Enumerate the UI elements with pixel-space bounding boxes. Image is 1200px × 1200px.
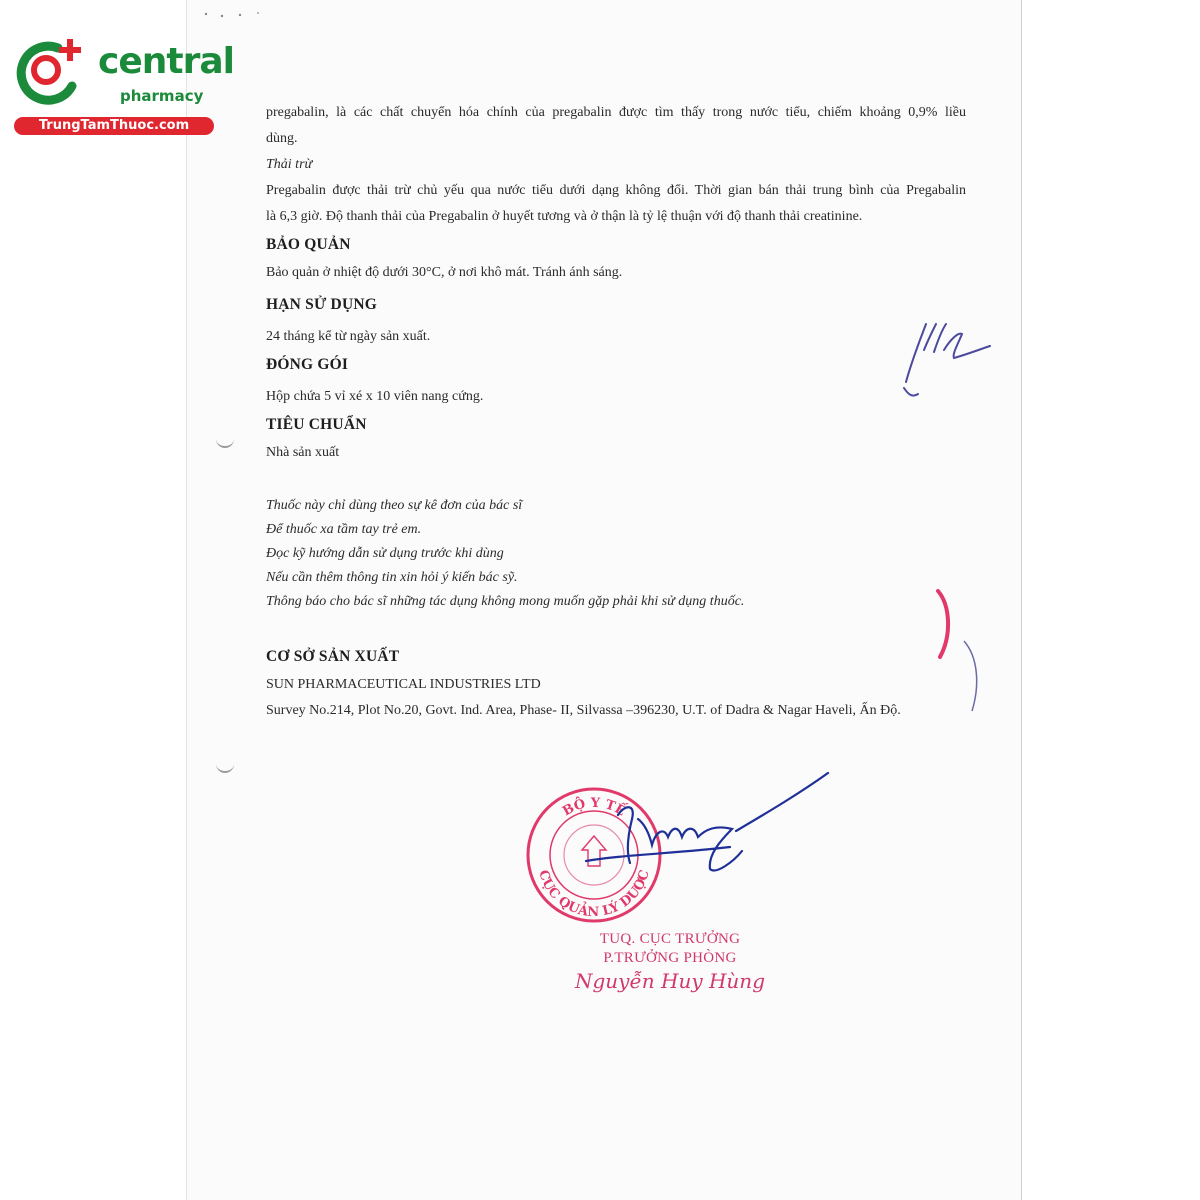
initials-signature-mark xyxy=(898,310,998,405)
notice-line: Để thuốc xa tầm tay trẻ em. xyxy=(266,522,422,537)
section-text-storage: Bảo quản ở nhiệt độ dưới 30°C, ở nơi khô mát. Tránh ánh sáng. xyxy=(266,265,623,280)
signatory-position: P.TRƯỞNG PHÒNG xyxy=(603,950,737,966)
section-heading-storage: BẢO QUẢN xyxy=(266,236,351,253)
notice-line: Đọc kỹ hướng dẫn sử dụng trước khi dùng xyxy=(266,546,504,561)
partial-stamp-mark xyxy=(920,585,990,715)
document-body xyxy=(266,100,966,724)
notice-line: Nếu cần thêm thông tin xin hỏi ý kiến bác sỹ. xyxy=(266,570,518,585)
handwritten-signature xyxy=(560,765,840,895)
elimination-line-2: là 6,3 giờ. Độ thanh thải của Pregabalin ở huyết tương và ở thận là tỷ lệ thuận với độ thanh thải creatinine. xyxy=(266,209,863,224)
manufacturer-name: SUN PHARMACEUTICAL INDUSTRIES LTD xyxy=(266,677,541,692)
logo-name: central xyxy=(98,41,234,82)
section-text-packaging: Hộp chứa 5 vỉ xé x 10 viên nang cứng. xyxy=(266,389,484,404)
logo-website: TrungTamThuoc.com xyxy=(14,117,214,135)
warning-notices xyxy=(266,494,966,614)
intro-line-1: pregabalin, là các chất chuyển hóa chính của pregabalin được tìm thấy trong nước tiểu, chiếm khoảng 0,9% liều xyxy=(266,105,966,120)
manufacturer-address: Survey No.214, Plot No.20, Govt. Ind. Area, Phase- II, Silvassa –396230, U.T. of Dadra & Nagar Haveli, Ấn Độ. xyxy=(266,703,901,718)
signatory-block xyxy=(560,930,780,994)
stamp-top-text: BỘ Y TẾ xyxy=(560,795,628,820)
notice-line: Thuốc này chỉ dùng theo sự kê đơn của bác sĩ xyxy=(266,498,523,513)
intro-line-2: dùng. xyxy=(266,131,298,146)
logo-subtitle: pharmacy xyxy=(120,87,204,105)
signatory-title: TUQ. CỤC TRƯỞNG xyxy=(599,931,741,947)
section-text-standard: Nhà sản xuất xyxy=(266,445,340,460)
signatory-name: Nguyễn Huy Hùng xyxy=(574,969,765,993)
section-heading-shelf-life: HẠN SỬ DỤNG xyxy=(266,296,377,313)
elimination-title: Thải trừ xyxy=(266,157,313,172)
section-heading-standard: TIÊU CHUẨN xyxy=(266,416,367,433)
manufacturer-heading: CƠ SỞ SẢN XUẤT xyxy=(266,648,400,665)
central-pharmacy-logo xyxy=(10,36,234,136)
stamp-ring-text: CỤC QUẢN LÝ DƯỢC xyxy=(535,868,653,921)
scan-marks xyxy=(200,8,270,20)
notice-line: Thông báo cho bác sĩ những tác dụng không mong muốn gặp phải khi sử dụng thuốc. xyxy=(266,594,745,609)
section-heading-packaging: ĐÓNG GÓI xyxy=(266,356,349,373)
elimination-line-1: Pregabalin được thải trừ chủ yếu qua nước tiểu dưới dạng không đổi. Thời gian bán thải trung bình của Pregabalin xyxy=(266,183,966,198)
section-text-shelf-life: 24 tháng kể từ ngày sản xuất. xyxy=(266,329,431,344)
pharmacy-cross-logo-icon xyxy=(10,36,94,106)
